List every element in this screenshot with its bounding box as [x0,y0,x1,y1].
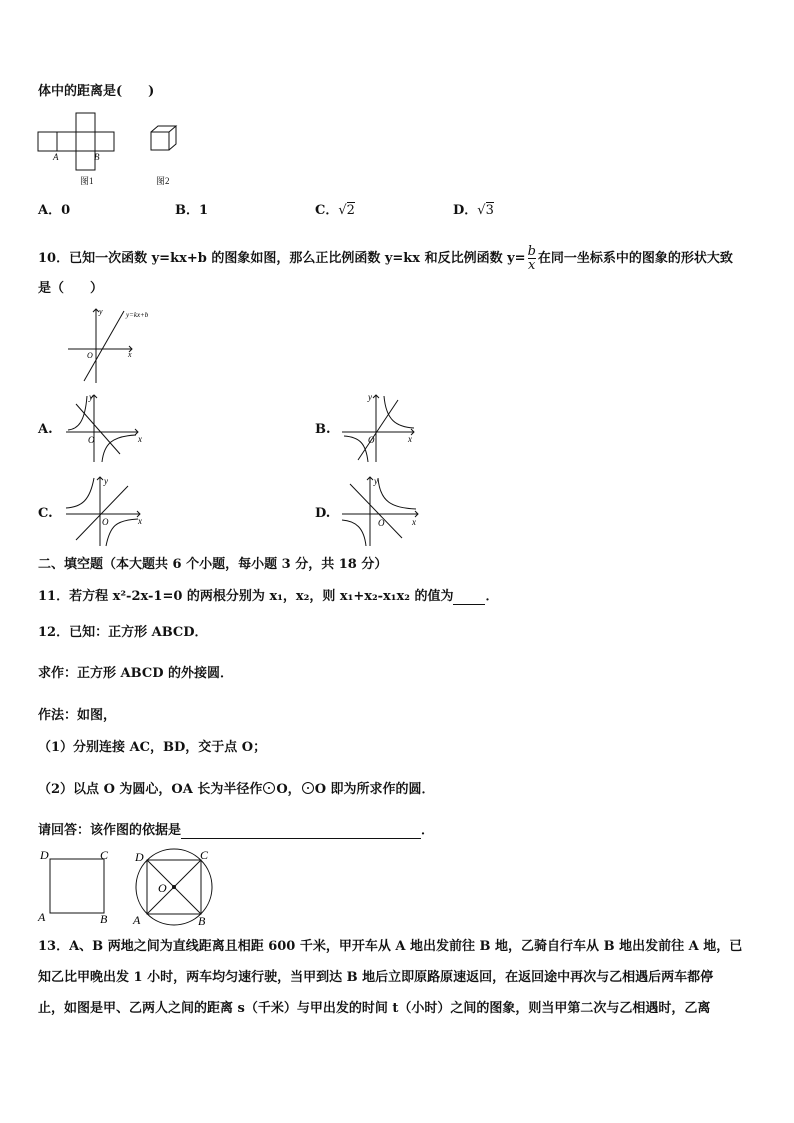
q12-square-figure [38,846,118,924]
q9-option-a: A．0 [38,203,71,218]
q12-circle-d: D [135,850,144,864]
q12-line5: （2）以点 O 为圆心，OA 长为半径作 O， O 即为所求作的圆． [38,782,435,797]
q9-fig1-caption: 图1 [80,176,94,186]
q10-option-d-x-label: x [412,517,416,527]
q10-origin-label: O [87,351,93,360]
q10-option-c-graph [64,474,148,548]
q12-line3: 作法：如图， [38,708,117,723]
q9-net-point-b: B [94,152,100,162]
q12-line6: 请回答：该作图的依据是 ． [38,823,435,838]
q10-option-d-label: D. [315,506,331,521]
q12-square-a: A [38,910,46,924]
circle-dot-icon [263,782,275,794]
q12-circumcircle-figure [130,846,220,928]
section2-heading: 二、填空题（本大题共 6 个小题，每小题 3 分，共 18 分） [38,557,388,572]
q10-option-b-label: B. [315,422,331,437]
q10-option-b-y-label: y [368,392,372,402]
q10-option-b-origin: O [368,435,375,445]
q9-stem-tail: 体中的距离是( ) [38,84,155,99]
q10-option-a-label: A. [38,422,53,437]
q10-option-d-graph [340,474,424,548]
q10-axis-x-label: x [128,350,132,359]
q12-square-b: B [100,912,108,926]
q9-net-figure [38,112,118,172]
q12-line2: 求作：正方形 ABCD 的外接圆． [38,666,233,681]
q10-option-b-x-label: x [408,434,412,444]
q13-line1: 13．A、B 两地之间为直线距离且相距 600 千米，甲开车从 A 地出发前往 B 地，乙骑自行车从 B 地出发前往 A 地，已 [38,939,743,954]
q10-option-a-origin: O [88,435,95,445]
q9-cube-figure [150,125,180,153]
q9-option-b: B．1 [175,203,209,218]
q11-text: 11．若方程 x²-2x-1=0 的两根分别为 x₁，x₂，则 x₁+x₂-x₁x₂ 的值为 ． [38,589,499,604]
q10-option-b-graph [340,392,420,464]
q9-option-d: D．√3 [453,203,494,218]
q10-option-c-x-label: x [138,516,142,526]
q12-line4: （1）分别连接 AC，BD，交于点 O； [38,740,267,755]
q10-stem-line2: 是（ ） [38,281,104,296]
q10-option-d-y-label: y [374,476,378,486]
q12-line1: 12．已知：正方形 ABCD． [38,625,208,640]
q10-option-a-x-label: x [138,434,142,444]
q12-circle-o: O [158,881,167,895]
q10-stem-line1: 10．已知一次函数 y=kx+b 的图象如图，那么正比例函数 y=kx 和反比例函数 y= $\frac{b}{x}$ 在同一坐标系中的图象的形状大致 [38,244,733,273]
q9-option-c: C．√2 [315,203,355,218]
q10-line-label: y=kx+b [126,311,149,319]
circle-dot-icon [302,782,314,794]
q9-net-point-a: A [53,152,59,162]
q12-square-c: C [100,848,109,862]
q10-option-c-label: C. [38,506,53,521]
q10-option-d-origin: O [378,518,385,528]
q9-fig2-caption: 图2 [156,176,170,186]
q13-line2: 知乙比甲晚出发 1 小时，两车均匀速行驶，当甲到达 B 地后立即原路原速返回，在返回途中再次与乙相遇后两车都停 [38,970,714,985]
q10-option-c-origin: O [102,517,109,527]
q12-square-d: D [40,848,49,862]
q12-circle-b: B [198,914,206,928]
q10-option-a-y-label: y [89,392,93,402]
q10-linear-graph [66,305,166,385]
q10-axis-y-label: y [99,307,103,316]
q10-option-a-graph [64,392,144,464]
q10-option-c-y-label: y [104,476,108,486]
q13-line3: 止，如图是甲、乙两人之间的距离 s（千米）与甲出发的时间 t（小时）之间的图象，则当甲第二次与乙相遇时，乙离 [38,1001,711,1016]
q12-circle-c: C [200,848,209,862]
q12-circle-a: A [133,913,141,927]
